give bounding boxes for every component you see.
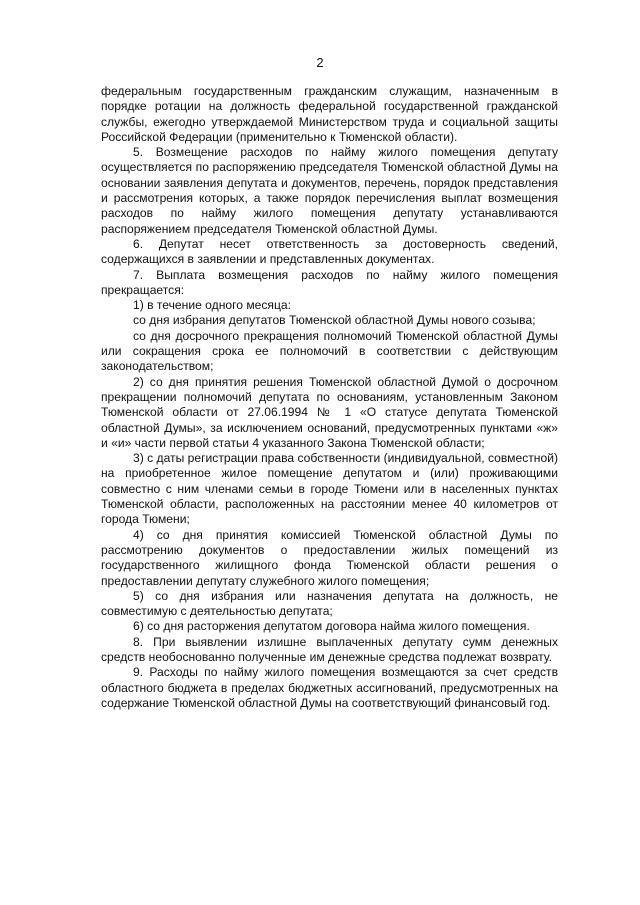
paragraph-item-8: 8. При выявлении излишне выплаченных депутату сумм денежных средств необоснованно полученные им денежные средства подлежат возврату. [101,634,558,664]
subitem-1: 1) в течение одного месяца: [133,298,291,313]
paragraph-continuation: федеральным государственным гражданским служащим, назначенным в порядке ротации на должность федеральной государственной гражданской службы, ежегодно утверждаемой Министерством труда и социальной защиты Российской Федерации (применительно к Тюменской области). [101,84,558,144]
subitem-3: 3) с даты регистрации права собственности (индивидуальной, совместной) на приобретенное жилое помещение депутатом и (или) проживающими совместно с ним членами семьи в городе Тюмени или в населенных пунктах Тюменской области, расположенных на расстоянии менее 40 километров от города Тюмени; [101,451,558,527]
subitem-5: 5) со дня избрания или назначения депутата на должность, не совместимую с деятельностью депутата; [101,588,558,619]
subitem-1-clause-b: со дня досрочного прекращения полномочий Тюменской областной Думы или сокращения срока ее полномочий в соответствии с действующим законодательством; [101,328,558,374]
paragraph-item-6: 6. Депутат несет ответственность за достоверность сведений, содержащихся в заявлении и представленных документах. [101,236,558,267]
subitem-2: 2) со дня принятия решения Тюменской областной Думой о досрочном прекращении полномочий депутата по основаниям, установленным Законом Тюменской области от 27.06.1994 № 1 «О статусе депутата Тюменской областной Думы», за исключением оснований, предусмотренных пунктами «ж» и «и» части первой статьи 4 указанного Закона Тюменской области; [101,374,558,450]
paragraph-item-7: 7. Выплата возмещения расходов по найму жилого помещения прекращается: [101,267,558,297]
subitem-1-clause-a: со дня избрания депутатов Тюменской областной Думы нового созыва; [133,313,536,328]
subitem-4: 4) со дня принятия комиссией Тюменской областной Думы по рассмотрению документов о предоставлении жилых помещений из государственного жилищного фонда Тюменской области решения о предоставлении депутату служебного жилого помещения; [101,527,558,588]
paragraph-item-5: 5. Возмещение расходов по найму жилого помещения депутату осуществляется по распоряжению председателя Тюменской областной Думы на основании заявления депутата и документов, перечень, порядок представления и рассмотрения которых, а также порядок перечисления выплат возмещения расходов по найму жилого помещения депутату устанавливаются распоряжением председателя Тюменской областной Думы. [101,145,558,236]
document-body [101,84,558,711]
page-number: 2 [316,55,324,70]
paragraph-item-9: 9. Расходы по найму жилого помещения возмещаются за счет средств областного бюджета в пределах бюджетных ассигнований, предусмотренных на содержание Тюменской областной Думы на соответствующий финансовый год. [101,665,558,710]
subitem-6: 6) со дня расторжения депутатом договора найма жилого помещения. [133,619,530,634]
